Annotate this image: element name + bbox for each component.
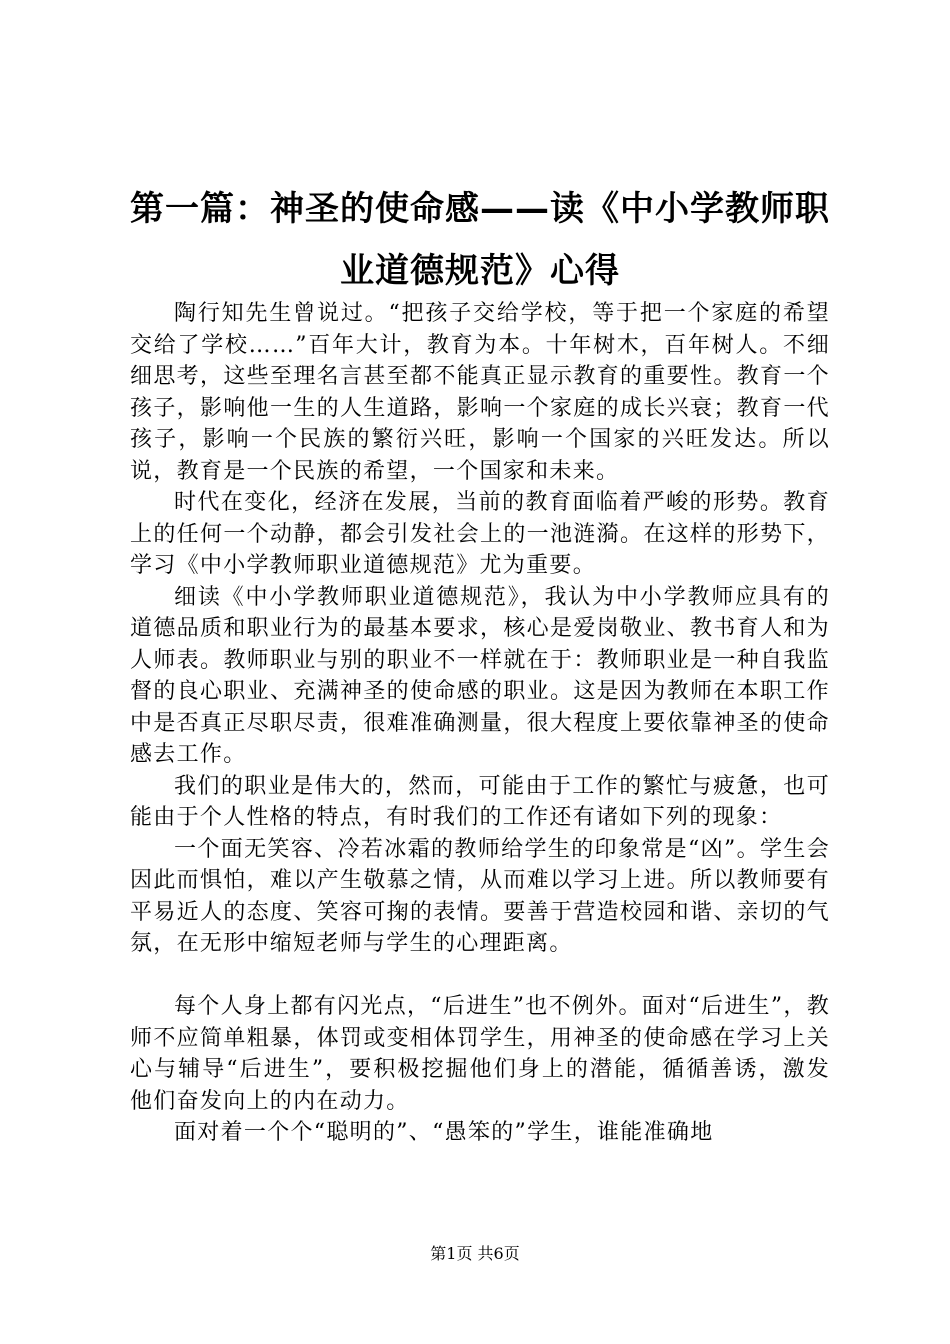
paragraph: 每个人身上都有闪光点，“后进生”也不例外。面对“后进生”，教师不应简单粗暴，体罚或变相体罚学生，用神圣的使命感在学习上关心与辅导“后进生”，要积极挖掘他们身上的潜能，循循善诱，激发他们奋发向上的内在动力。 [130,994,830,1114]
document-body [130,298,830,1149]
paragraph: 一个面无笑容、冷若冰霜的教师给学生的印象常是“凶”。学生会因此而惧怕，难以产生敬慕之情，从而难以学习上进。所以教师要有平易近人的态度、笑容可掬的表情。要善于营造校园和谐、亲切的气氛，在无形中缩短老师与学生的心理距离。 [130,836,830,956]
paragraph: 陶行知先生曾说过。“把孩子交给学校，等于把一个家庭的希望交给了学校……”百年大计，教育为本。十年树木，百年树人。不细细思考，这些至理名言甚至都不能真正显示教育的重要性。教育一个孩子，影响他一生的人生道路，影响一个家庭的成长兴衰；教育一代孩子，影响一个民族的繁衍兴旺，影响一个国家的兴旺发达。所以说，教育是一个民族的希望，一个国家和未来。 [130,301,830,484]
paragraph: 细读《中小学教师职业道德规范》，我认为中小学教师应具有的道德品质和职业行为的最基本要求，核心是爱岗敬业、教书育人和为人师表。教师职业与别的职业不一样就在于：教师职业是一种自我监督的良心职业、充满神圣的使命感的职业。这是因为教师在本职工作中是否真正尽职尽责，很难准确测量，很大程度上要依靠神圣的使命感去工作。 [130,584,830,767]
paragraph: 面对着一个个“聪明的”、“愚笨的”学生，谁能准确地 [174,1120,714,1145]
title-line-2: 业道德规范》心得 [340,251,620,291]
paragraph: 我们的职业是伟大的，然而，可能由于工作的繁忙与疲惫，也可能由于个人性格的特点，有时我们的工作还有诸如下列的现象： [130,773,830,830]
document-title [120,178,840,302]
page-number-footer: 第1页 共6页 [430,1244,520,1263]
paragraph: 时代在变化，经济在发展，当前的教育面临着严峻的形势。教育上的任何一个动静，都会引发社会上的一池涟漪。在这样的形势下，学习《中小学教师职业道德规范》尤为重要。 [130,490,830,578]
title-line-1: 第一篇：神圣的使命感——读《中小学教师职 [130,189,830,229]
